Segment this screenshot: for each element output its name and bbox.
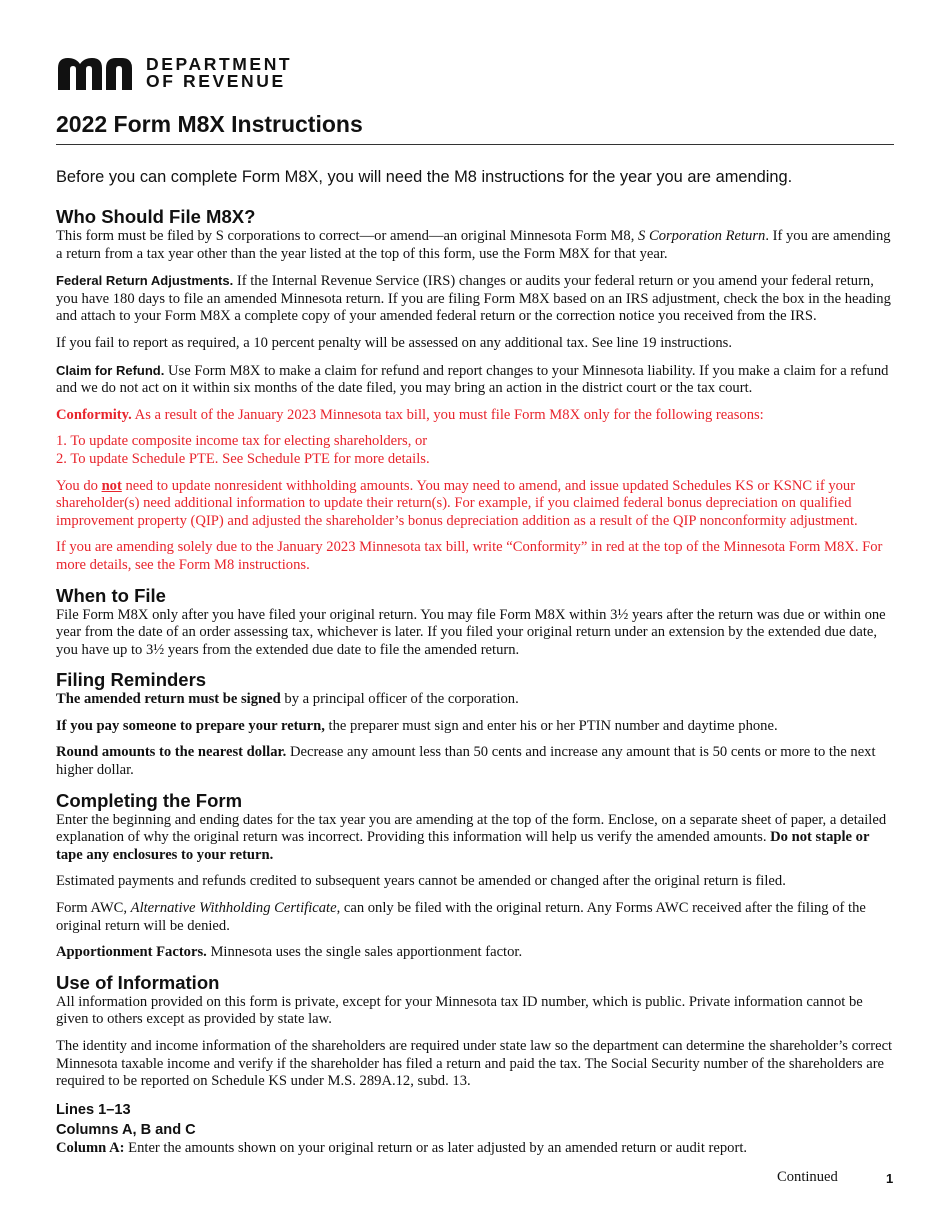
who-paragraph: This form must be filed by S corporations to correct—or amend—an original Minnesota Form M8, S Corporation Return. If you are amending a return from a tax year other than the year listed at the top of this form, use the Form M8X for that year. [56,228,891,262]
department-logo [56,53,292,93]
page-number: 1 [886,1171,894,1186]
preparer-paragraph: If you pay someone to prepare your return, the preparer must sign and enter his or her PTIN number and daytime phone. [56,717,778,734]
logo-line-1: DEPARTMENT [146,54,293,74]
reason-2: 2. To update Schedule PTE. See Schedule PTE for more details. [56,450,430,467]
info-paragraph-2: The identity and income information of the shareholders are required under state law so the department can determine the shareholder’s correct Minnesota taxable income and verify if the shareholder has filed a return and paid the tax. The Social Security number of the shareholders are required to be reported on Schedule KS under M.S. 289A.12, subd. 13. [56,1038,893,1090]
logo-wordmark [146,56,292,90]
section-heading-completing: Completing the Form [56,789,243,811]
instructions-body [56,205,896,1166]
when-paragraph: File Form M8X only after you have filed your original return. You may file Form M8X within 3½ years after the return was due or within one year from the date of an order assessing tax, whichever is later. If you filed your original return under an extension by the extended due date, you have up to 3½ years from the extended due date to file the amended return. [56,606,886,658]
section-heading-reminders: Filing Reminders [56,669,207,691]
page-title: 2022 Form M8X Instructions [56,111,363,137]
apportionment-paragraph: Apportionment Factors. Minnesota uses the single sales apportionment factor. [56,944,523,961]
logo-line-2: OF REVENUE [146,71,286,91]
section-heading-who: Who Should File M8X? [56,206,256,227]
section-heading-when: When to File [56,584,166,606]
columns-heading: Columns A, B and C [56,1121,196,1138]
awc-paragraph: Form AWC, Alternative Withholding Certificate, can only be filed with the original return. Any Forms AWC received after the filing of the original return will be denied. [56,900,866,934]
penalty-paragraph: If you fail to report as required, a 10 percent penalty will be assessed on any additional tax. See line 19 instructions. [56,334,732,351]
completing-paragraph: Enter the beginning and ending dates for the tax year you are amending at the top of the form. Enclose, on a separate sheet of paper, a detailed explanation of why the original return was incorrect. Providing this information will help us verify the amended amounts. Do not staple or tape any enclosures to your return. [56,811,887,863]
intro-text: Before you can complete Form M8X, you will need the M8 instructions for the year you are amending. [56,168,793,186]
info-paragraph-1: All information provided on this form is private, except for your Minnesota tax ID number, which is public. Private information cannot be given to others except as provided by state law. [56,993,863,1028]
continued-label: Continued [777,1169,838,1185]
lines-heading: Lines 1–13 [56,1101,131,1118]
claim-refund-paragraph: Claim for Refund. Use Form M8X to make a claim for refund and report changes to your Minnesota liability. If you make a claim for a refund and we do not act on it within six months of the date filed, you may bring an action in the district court or the tax court. [56,362,889,397]
nonresident-withholding-paragraph: You do not need to update nonresident withholding amounts. You may need to amend, and issue updated Schedules KS or KSNC if your shareholder(s) need additional information to update their return(s). For example, if you claimed federal bonus depreciation on qualified improvement property (QIP) and adjusted the shareholder’s bonus depreciation addition as a result of the QIP nonconformity adjustment. [56,477,858,529]
estimated-payments-paragraph: Estimated payments and refunds credited to subsequent years cannot be amended or changed after the original return is filed. [56,873,786,890]
rounding-paragraph: Round amounts to the nearest dollar. Decrease any amount less than 50 cents and increase any amount that is 50 cents or more to the next higher dollar. [56,744,876,779]
column-a-paragraph: Column A: Enter the amounts shown on your original return or as later adjusted by an amended return or audit report. [56,1139,748,1156]
minnesota-logo-icon [56,56,134,90]
federal-adjustments-paragraph: Federal Return Adjustments. If the Internal Revenue Service (IRS) changes or audits your federal return or you amend your federal return, you have 180 days to file an amended Minnesota return. If you are filing Form M8X based on an IRS adjustment, check the box in the heading and attach to your Form M8X a complete copy of your amended federal return or the correction notice you received from the IRS. [56,273,891,325]
signed-paragraph: The amended return must be signed by a principal officer of the corporation. [56,691,519,708]
reason-1: 1. To update composite income tax for electing shareholders, or [56,433,428,450]
conformity-reasons-list [56,433,896,468]
title-divider [56,144,894,145]
amending-solely-paragraph: If you are amending solely due to the January 2023 Minnesota tax bill, write “Conformity” in red at the top of the Minnesota Form M8X. For more details, see the Form M8 instructions. [56,539,883,573]
conformity-paragraph: Conformity. As a result of the January 2023 Minnesota tax bill, you must file Form M8X only for the following reasons: [56,406,764,423]
section-heading-info: Use of Information [56,971,220,993]
